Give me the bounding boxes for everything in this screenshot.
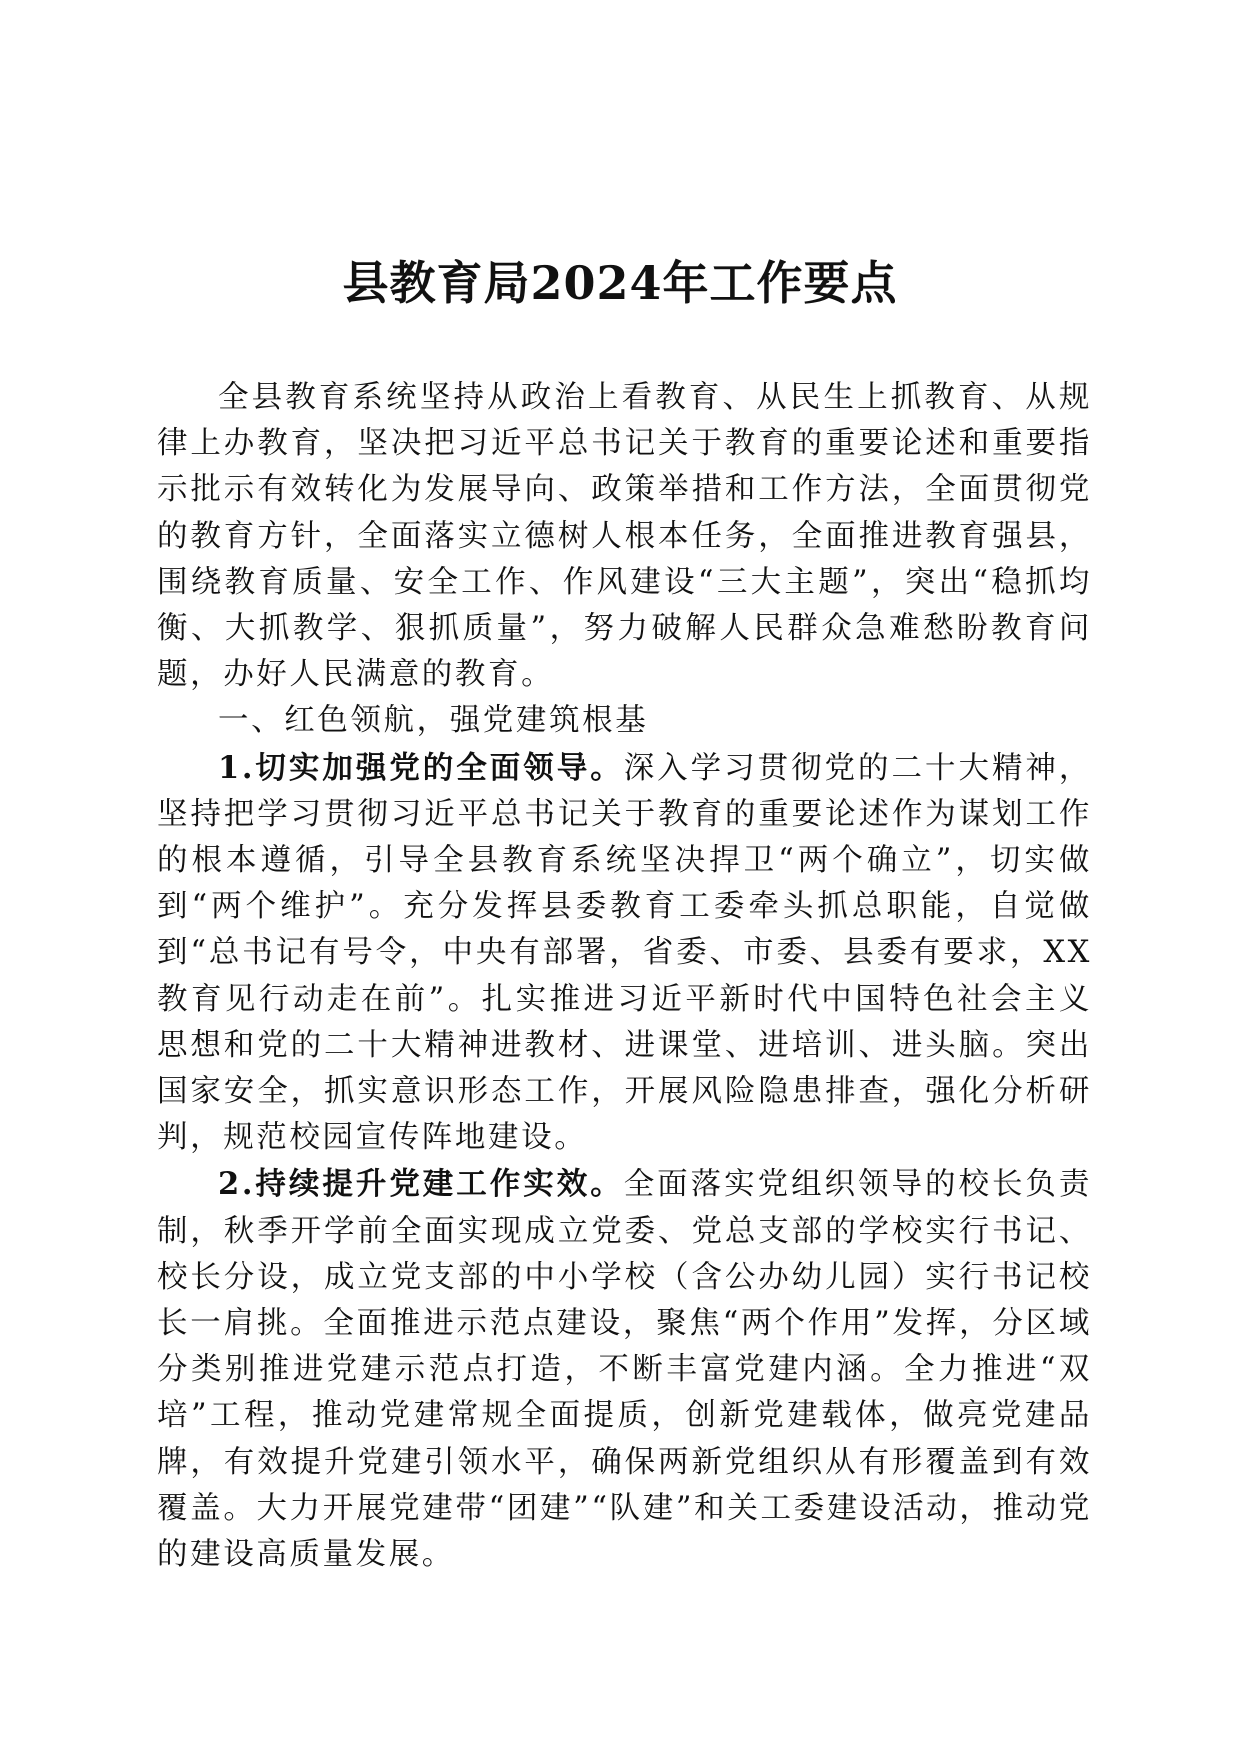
item-lead-1: 1.切实加强党的全面领导。 [218, 749, 624, 786]
document-body [157, 375, 1092, 1578]
item-paragraph-1 [157, 745, 1092, 1162]
intro-paragraph: 全县教育系统坚持从政治上看教育、从民生上抓教育、从规律上办教育，坚决把习近平总书记关于教育的重要论述和重要指示批示有效转化为发展导向、政策举措和工作方法，全面贯彻党的教育方针，全面落实立德树人根本任务，全面推进教育强县，围绕教育质量、安全工作、作风建设“三大主题”，突出“稳抓均衡、大抓教学、狠抓质量”，努力破解人民群众急难愁盼教育问题，办好人民满意的教育。 [157, 380, 1092, 693]
item-lead-2: 2.持续提升党建工作实效。 [218, 1166, 624, 1203]
document-title: 县教育局2024年工作要点 [342, 256, 898, 310]
item-paragraph-2 [157, 1161, 1092, 1578]
section-heading: 一、红色领航，强党建筑根基 [218, 703, 649, 739]
item-text-2: 全面落实党组织领导的校长负责制，秋季开学前全面实现成立党委、党总支部的学校实行书记、校长分设，成立党支部的中小学校（含公办幼儿园）实行书记校长一肩挑。全面推进示范点建设，聚焦“两个作用”发挥，分区域分类别推进党建示范点打造，不断丰富党建内涵。全力推进“双培”工程，推动党建常规全面提质，创新党建载体，做亮党建品牌，有效提升党建引领水平，确保两新党组织从有形覆盖到有效覆盖。大力开展党建带“团建”“队建”和关工委建设活动，推动党的建设高质量发展。 [157, 1167, 1093, 1573]
item-text-1: 深入学习贯彻党的二十大精神，坚持把学习贯彻习近平总书记关于教育的重要论述作为谋划工作的根本遵循，引导全县教育系统坚决捍卫“两个确立”，切实做到“两个维护”。充分发挥县委教育工委牵头抓总职能，自觉做到“总书记有号令，中央有部署，省委、市委、县委有要求，XX教育见行动走在前”。扎实推进习近平新时代中国特色社会主义思想和党的二十大精神进教材、进课堂、进培训、进头脑。突出国家安全，抓实意识形态工作，开展风险隐患排查，强化分析研判，规范校园宣传阵地建设。 [157, 750, 1093, 1156]
